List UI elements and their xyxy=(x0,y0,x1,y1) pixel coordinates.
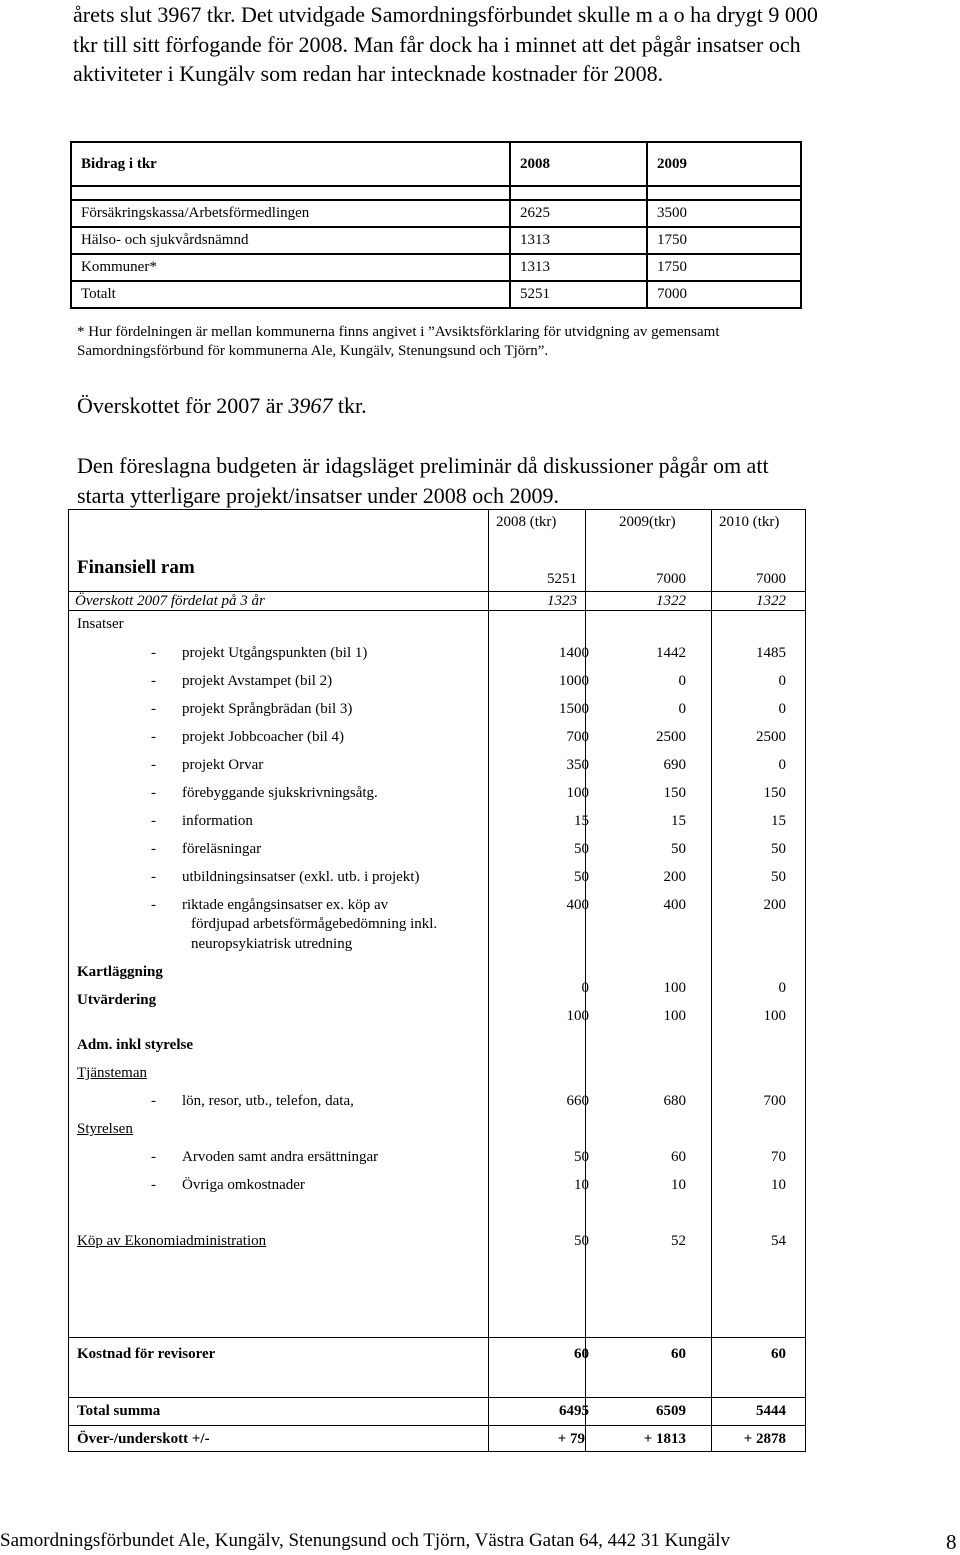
value-cell: + 79 xyxy=(557,1431,585,1447)
table-header-row xyxy=(71,142,801,186)
paragraph-line: Den föreslagna budgeten är idagsläget preliminär då diskussioner pågår om att xyxy=(77,453,769,478)
column-header: 2009(tkr) xyxy=(619,514,676,530)
value-cell: 0 xyxy=(581,980,589,996)
value-cell: 100 xyxy=(566,1008,589,1024)
budget-table xyxy=(68,509,806,1452)
row-divider xyxy=(69,591,805,592)
value-cell: 50 xyxy=(574,1149,589,1165)
surplus-value: 3967 xyxy=(288,393,333,418)
value-cell: 680 xyxy=(663,1093,686,1109)
value-cell: 700 xyxy=(566,729,589,745)
value-cell: 6509 xyxy=(656,1403,686,1419)
arvoden-label: Arvoden samt andra ersättningar xyxy=(182,1149,379,1165)
value-cell: 70 xyxy=(771,1149,786,1165)
header-cell: Bidrag i tkr xyxy=(71,142,510,186)
value-cell: 5444 xyxy=(756,1403,786,1419)
table-cell: 1313 xyxy=(510,227,647,254)
value-cell: 50 xyxy=(574,869,589,885)
surplus-statement xyxy=(77,393,367,419)
paragraph-line: starta ytterligare projekt/insatser under 2008 och 2009. xyxy=(77,482,560,508)
value-cell: 1442 xyxy=(656,645,686,661)
value-cell: 0 xyxy=(778,673,786,689)
dash: - xyxy=(151,1177,156,1193)
value-cell: 10 xyxy=(771,1177,786,1193)
surplus-suffix: tkr. xyxy=(332,393,367,418)
value-cell: 1322 xyxy=(656,593,686,609)
value-cell: 5251 xyxy=(547,571,577,587)
value-cell: 1322 xyxy=(756,593,786,609)
insats-label: projekt Orvar xyxy=(182,757,264,773)
value-cell: 0 xyxy=(678,701,686,717)
value-cell: 2500 xyxy=(756,729,786,745)
value-cell: 10 xyxy=(671,1177,686,1193)
footnote-line: * Hur fördelningen är mellan kommunerna finns angivet i ”Avsiktsförklaring för utvidgning av gemensamt xyxy=(77,324,720,340)
dash: - xyxy=(151,841,156,857)
table-cell: 1750 xyxy=(647,254,801,281)
adm-label: Adm. inkl styrelse xyxy=(77,1037,193,1053)
finansiell-ram-label: Finansiell ram xyxy=(77,557,195,578)
table-spacer-row xyxy=(71,186,801,200)
contribution-table xyxy=(70,141,802,309)
table-cell: 5251 xyxy=(510,281,647,308)
value-cell: 50 xyxy=(671,841,686,857)
page-footer: Samordningsförbundet Ale, Kungälv, Stenungsund och Tjörn, Västra Gatan 64, 442 31 Kungälv xyxy=(0,1530,730,1551)
row-divider xyxy=(69,610,805,611)
riktade-line: fördjupad arbetsförmågebedömning inkl. xyxy=(191,916,438,932)
value-cell: 50 xyxy=(574,1233,589,1249)
value-cell: + 2878 xyxy=(743,1431,786,1447)
value-cell: 50 xyxy=(574,841,589,857)
column-header: 2010 (tkr) xyxy=(719,514,780,530)
value-cell: 60 xyxy=(574,1346,589,1362)
value-cell: 60 xyxy=(671,1149,686,1165)
table-cell: Hälso- och sjukvårdsnämnd xyxy=(71,227,510,254)
value-cell: 60 xyxy=(671,1346,686,1362)
intro-line: aktiviteter i Kungälv som redan har intecknade kostnader för 2008. xyxy=(73,61,664,86)
dash: - xyxy=(151,729,156,745)
value-cell: 100 xyxy=(763,1008,786,1024)
table-cell: Försäkringskassa/Arbetsförmedlingen xyxy=(71,200,510,227)
dash: - xyxy=(151,645,156,661)
lon-label: lön, resor, utb., telefon, data, xyxy=(182,1093,354,1109)
table-row xyxy=(71,227,801,254)
kartlaggning-label: Kartläggning xyxy=(77,964,163,980)
dash: - xyxy=(151,813,156,829)
table-cell: 1750 xyxy=(647,227,801,254)
dash: - xyxy=(151,785,156,801)
value-cell: 100 xyxy=(663,1008,686,1024)
value-cell: 0 xyxy=(778,701,786,717)
table-cell: Totalt xyxy=(71,281,510,308)
value-cell: 50 xyxy=(771,869,786,885)
value-cell: 100 xyxy=(566,785,589,801)
page-number: 8 xyxy=(946,1530,957,1554)
styrelsen-label: Styrelsen xyxy=(77,1121,133,1137)
ovriga-label: Övriga omkostnader xyxy=(182,1177,305,1193)
header-cell: 2009 xyxy=(647,142,801,186)
table-row xyxy=(71,254,801,281)
dash: - xyxy=(151,701,156,717)
value-cell: 10 xyxy=(574,1177,589,1193)
column-header: 2008 (tkr) xyxy=(496,514,557,530)
dash: - xyxy=(151,673,156,689)
overskott-label: Överskott 2007 fördelat på 3 år xyxy=(75,593,265,609)
dash: - xyxy=(151,869,156,885)
value-cell: 150 xyxy=(663,785,686,801)
insats-label: projekt Utgångspunkten (bil 1) xyxy=(182,645,368,661)
table-cell: 3500 xyxy=(647,200,801,227)
dash: - xyxy=(151,1149,156,1165)
table-cell: Kommuner* xyxy=(71,254,510,281)
value-cell: 6495 xyxy=(559,1403,589,1419)
value-cell: 1500 xyxy=(559,701,589,717)
value-cell: 200 xyxy=(763,897,786,913)
value-cell: 7000 xyxy=(656,571,686,587)
value-cell: 54 xyxy=(771,1233,786,1249)
table-row xyxy=(71,281,801,308)
value-cell: + 1813 xyxy=(643,1431,686,1447)
table-cell: 2625 xyxy=(510,200,647,227)
footnote xyxy=(77,323,837,361)
riktade-line: riktade engångsinsatser ex. köp av xyxy=(182,897,389,913)
value-cell: 1323 xyxy=(547,593,577,609)
header-cell: 2008 xyxy=(510,142,647,186)
value-cell: 2500 xyxy=(656,729,686,745)
insats-label: projekt Avstampet (bil 2) xyxy=(182,673,333,689)
value-cell: 690 xyxy=(663,757,686,773)
value-cell: 7000 xyxy=(756,571,786,587)
insats-label: projekt Jobbcoacher (bil 4) xyxy=(182,729,345,745)
insats-label: förebyggande sjukskrivningsåtg. xyxy=(182,785,378,801)
value-cell: 400 xyxy=(566,897,589,913)
value-cell: 0 xyxy=(678,673,686,689)
value-cell: 200 xyxy=(663,869,686,885)
row-divider xyxy=(69,1425,805,1426)
dash: - xyxy=(151,897,156,913)
value-cell: 350 xyxy=(566,757,589,773)
value-cell: 50 xyxy=(771,841,786,857)
total-label: Total summa xyxy=(77,1403,161,1419)
value-cell: 1485 xyxy=(756,645,786,661)
surplus-prefix: Överskottet för 2007 är xyxy=(77,393,289,418)
intro-line: årets slut 3967 tkr. Det utvidgade Samordningsförbundet skulle m a o ha drygt 9 000 xyxy=(73,2,818,27)
dash: - xyxy=(151,757,156,773)
value-cell: 15 xyxy=(771,813,786,829)
value-cell: 0 xyxy=(778,757,786,773)
value-cell: 15 xyxy=(671,813,686,829)
value-cell: 1400 xyxy=(559,645,589,661)
value-cell: 1000 xyxy=(559,673,589,689)
revisorer-label: Kostnad för revisorer xyxy=(77,1346,216,1362)
insatser-label: Insatser xyxy=(77,616,124,632)
value-cell: 660 xyxy=(566,1093,589,1109)
insats-label: projekt Språngbrädan (bil 3) xyxy=(182,701,353,717)
insats-label: föreläsningar xyxy=(182,841,262,857)
table-cell: 1313 xyxy=(510,254,647,281)
table-cell: 7000 xyxy=(647,281,801,308)
value-cell: 15 xyxy=(574,813,589,829)
table-row xyxy=(71,200,801,227)
value-cell: 700 xyxy=(763,1093,786,1109)
value-cell: 0 xyxy=(778,980,786,996)
budget-paragraph xyxy=(77,451,957,510)
value-cell: 60 xyxy=(771,1346,786,1362)
insats-label: utbildningsinsatser (exkl. utb. i projekt) xyxy=(182,869,420,885)
tjansteman-label: Tjänsteman xyxy=(77,1065,147,1081)
over-under-label: Över-/underskott +/- xyxy=(77,1431,210,1447)
value-cell: 52 xyxy=(671,1233,686,1249)
value-cell: 400 xyxy=(663,897,686,913)
value-cell: 100 xyxy=(663,980,686,996)
footnote-line: Samordningsförbund för kommunerna Ale, Kungälv, Stenungsund och Tjörn”. xyxy=(77,343,549,359)
intro-paragraph xyxy=(73,0,953,89)
riktade-line: neuropsykiatrisk utredning xyxy=(191,936,353,952)
row-divider xyxy=(69,1337,805,1338)
intro-line: tkr till sitt förfogande för 2008. Man får dock ha i minnet att det pågår insatser och xyxy=(73,31,801,57)
row-divider xyxy=(69,1397,805,1398)
utvardering-label: Utvärdering xyxy=(77,992,157,1008)
insats-label: information xyxy=(182,813,253,829)
kop-label: Köp av Ekonomiadministration xyxy=(77,1233,267,1249)
value-cell: 150 xyxy=(763,785,786,801)
dash: - xyxy=(151,1093,156,1109)
